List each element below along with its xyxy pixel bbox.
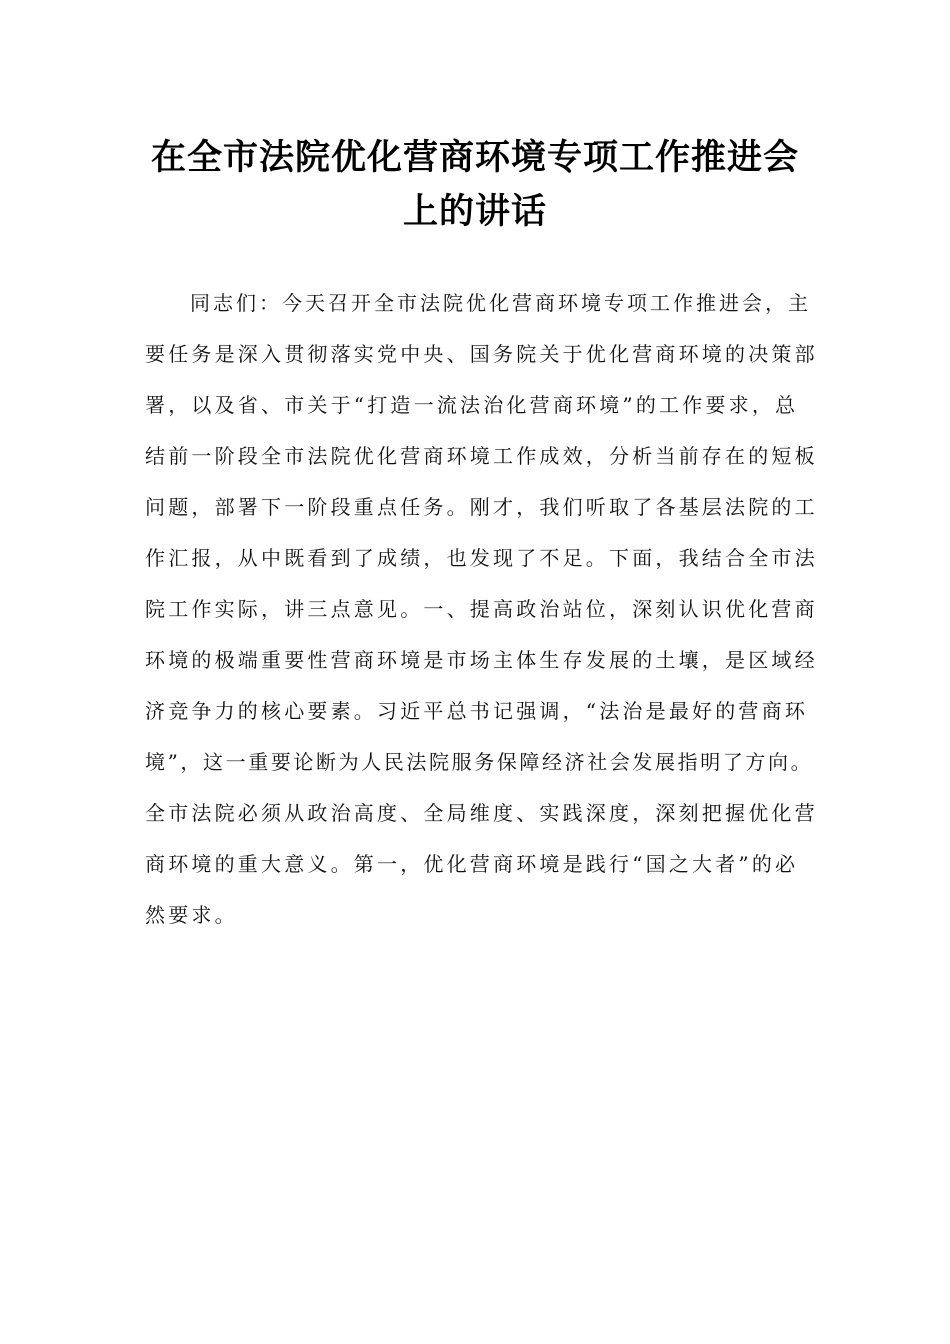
body-line: 然要求。 bbox=[145, 903, 238, 927]
body-line: 问题，部署下一阶段重点任务。刚才，我们听取了各基层法院的工 bbox=[145, 495, 818, 519]
body-line: 署，以及省、市关于“打造一流法治化营商环境”的工作要求，总 bbox=[145, 393, 799, 417]
body-line: 济竞争力的核心要素。习近平总书记强调，“法治是最好的营商环 bbox=[145, 699, 809, 723]
body-line: 环境的极端重要性营商环境是市场主体生存发展的土壤，是区域经 bbox=[145, 648, 818, 672]
body-line: 作汇报，从中既看到了成绩，也发现了不足。下面，我结合全市法 bbox=[145, 546, 818, 570]
body-line: 要任务是深入贯彻落实党中央、国务院关于优化营商环境的决策部 bbox=[145, 342, 818, 366]
body-line: 境”，这一重要论断为人民法院服务保障经济社会发展指明了方向。 bbox=[145, 750, 814, 774]
body-line: 同志们：今天召开全市法院优化营商环境专项工作推进会，主 bbox=[190, 291, 811, 315]
body-line: 商环境的重大意义。第一，优化营商环境是践行“国之大者”的必 bbox=[145, 852, 799, 876]
body-line: 院工作实际，讲三点意见。一、提高政治站位，深刻认识优化营商 bbox=[145, 597, 818, 621]
body-line: 全市法院必须从政治高度、全局维度、实践深度，深刻把握优化营 bbox=[145, 801, 818, 825]
body-line: 结前一阶段全市法院优化营商环境工作成效，分析当前存在的短板 bbox=[145, 444, 818, 468]
title-line-2: 上的讲话 bbox=[402, 192, 547, 232]
title-line-1: 在全市法院优化营商环境专项工作推进会 bbox=[150, 138, 799, 178]
